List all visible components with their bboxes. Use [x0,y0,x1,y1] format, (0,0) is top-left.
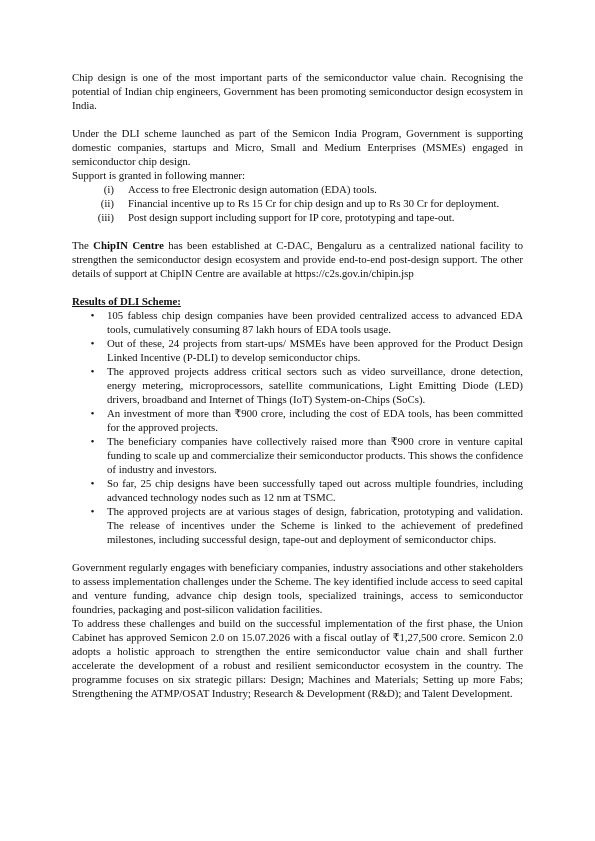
results-item [72,407,523,435]
chipin-details: has been established at C-DAC, Bengaluru as a centralized national facility to strengthen the semiconductor design ecosystem and provide end-to-end post-design support. The other details of support at ChipIN Centre are available at https://c2s.gov.in/chipin.jsp [72,240,523,280]
paragraph-gap [72,113,523,127]
intro-paragraph: Chip design is one of the most important parts of the semiconductor value chain. Recognising the potential of Indian chip engineers, Government has been promoting semiconductor design ecosystem in India. [72,72,523,112]
bullet-icon: • [90,408,95,420]
results-item-text: An investment of more than ₹900 crore, including the cost of EDA tools, has been committed for the approved projects. [107,408,523,434]
dli-scheme-paragraph: Under the DLI scheme launched as part of the Semicon India Program, Government is supporting domestic companies, startups and Micro, Small and Medium Enterprises (MSMEs) engaged in semiconductor chip design. [72,128,523,168]
support-item-number: (ii) [100,198,114,210]
bullet-icon: • [90,506,95,518]
document-page [72,71,523,701]
bullet-icon: • [90,478,95,490]
semicon-2-paragraph: To address these challenges and build on the successful implementation of the first phase, the Union Cabinet has approved Semicon 2.0 on 15.07.2026 with a fiscal outlay of ₹1,27,500 crore. Semicon 2.0 adopts a holistic approach to strengthen the entire semiconductor value chain and shall further accelerate the development of a robust and resilient semiconductor ecosystem in the country. The programme focuses on six strategic pillars: Design; Machines and Materials; Setting up more Fabs; Strengthening the ATMP/OSAT Industry; Research & Development (R&D); and Talent Development. [72,618,523,700]
support-item [72,183,523,197]
bullet-icon: • [90,366,95,378]
support-item-text: Access to free Electronic design automation (EDA) tools. [128,184,377,196]
support-item-text: Financial incentive up to Rs 15 Cr for chip design and up to Rs 30 Cr for deployment. [128,198,500,210]
results-item-text: 105 fabless chip design companies have been provided centralized access to advanced EDA tools, cumulatively consuming 87 lakh hours of EDA tools usage. [107,310,523,336]
bullet-icon: • [90,436,95,448]
results-item [72,365,523,407]
results-item [72,505,523,547]
support-item [72,211,523,225]
bullet-icon: • [90,338,95,350]
results-item [72,309,523,337]
support-item-number: (iii) [97,212,114,224]
support-lead-text: Support is granted in following manner: [72,170,246,182]
chipin-centre-name: ChipIN Centre [93,240,164,252]
paragraph-gap [72,547,523,561]
bullet-icon: • [90,310,95,322]
paragraph-gap [72,281,523,295]
results-item-text: Out of these, 24 projects from start-ups/ MSMEs have been approved for the Product Design Linked Incentive (P-DLI) to develop semiconductor chips. [107,338,523,364]
support-item-number: (i) [103,184,114,196]
results-heading: Results of DLI Scheme: [72,296,181,308]
support-item-text: Post design support including support for IP core, prototyping and tape-out. [128,212,455,224]
results-item [72,337,523,365]
paragraph-gap [72,225,523,239]
stakeholder-paragraph: Government regularly engages with beneficiary companies, industry associations and other stakeholders to assess implementation challenges under the Scheme. The key identified include access to seed capital and venture funding, advance chip design tools, specialized trainings, access to semiconductor foundries, packaging and post-silicon validation facilities. [72,562,523,616]
results-item [72,477,523,505]
results-item-text: The beneficiary companies have collectively raised more than ₹900 crore in venture capital funding to scale up and commercialize their semiconductor products. This shows the confidence of industry and investors. [107,436,523,476]
support-list [72,183,523,225]
results-list [72,309,523,547]
support-item [72,197,523,211]
results-item-text: So far, 25 chip designs have been successfully taped out across multiple foundries, including advanced technology nodes such as 12 nm at TSMC. [107,478,523,504]
chipin-paragraph [72,239,523,281]
results-item [72,435,523,477]
chipin-prefix: The [72,240,94,252]
results-item-text: The approved projects address critical sectors such as video surveillance, drone detection, energy metering, microprocessors, satellite communications, Light Emitting Diode (LED) drivers, broadband and Internet of Things (IoT) System-on-Chips (SoCs). [107,366,523,406]
results-item-text: The approved projects are at various stages of design, fabrication, prototyping and validation. The release of incentives under the Scheme is linked to the achievement of predefined milestones, including successful design, tape-out and deployment of semiconductor chips. [107,506,523,546]
